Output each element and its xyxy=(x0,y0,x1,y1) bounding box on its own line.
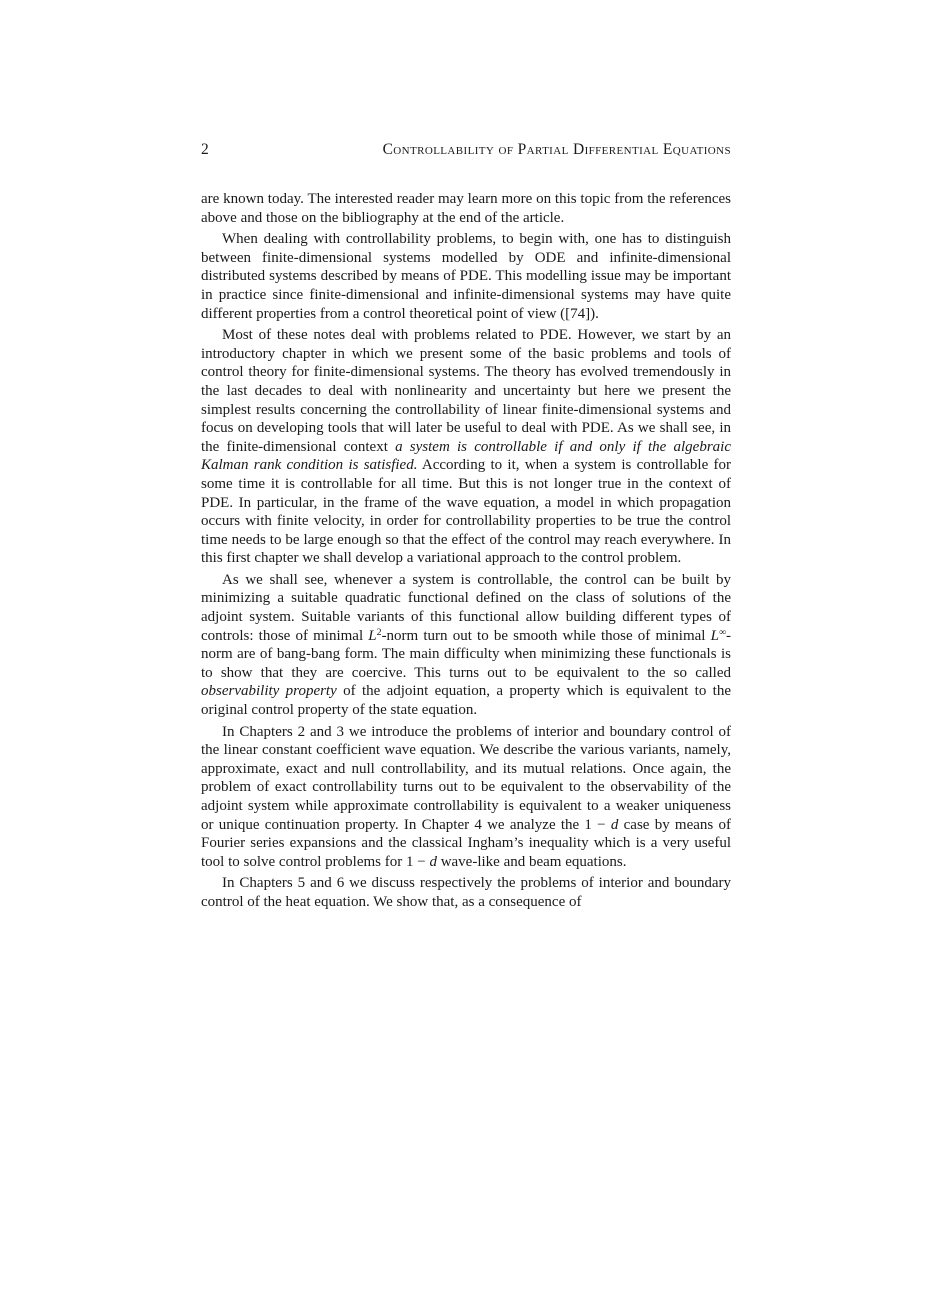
italic-text: d xyxy=(429,853,437,870)
text-run: According to it, when a system is controllable for some time it is controllable for all time. But this is not longer true in the context of PDE. In particular, in the frame of the wave equation, a model in which propagation occurs with finite velocity, in order for controllability properties to be true the control time needs to be large enough so that the effect of the control may reach everywhere. In this first chapter we shall develop a variational approach to the control problem. xyxy=(201,457,732,567)
paragraph xyxy=(201,723,731,872)
text-run: are known today. The interested reader may learn more on this topic from the references above and those on the bibliography at the end of the article. xyxy=(201,191,731,226)
paragraph xyxy=(201,230,731,323)
text-run: -norm are of bang-bang form. The main difficulty when minimizing these functionals is to show that they are coercive. This turns out to be equivalent to the so called xyxy=(201,627,731,681)
text-run: Most of these notes deal with problems related to PDE. However, we start by an introductory chapter in which we present some of the basic problems and tools of control theory for finite-dimensional systems. The theory has evolved tremendously in the last decades to deal with nonlinearity and uncertainty but here we present the simplest results concerning the controllability of linear finite-dimensional systems and focus on developing tools that will later be useful to deal with PDE. As we shall see, in the finite-dimensional context xyxy=(201,327,731,455)
running-header xyxy=(201,141,731,159)
paragraph xyxy=(201,326,731,568)
text-run: of the adjoint equation, a property which is equivalent to the original control property of the state equation. xyxy=(201,683,731,719)
italic-text: L xyxy=(368,627,377,644)
text-run: case by means of Fourier series expansions and the classical Ingham’s inequality which is a very useful tool to solve control problems for 1 − xyxy=(201,816,731,870)
superscript-text: ∞ xyxy=(718,627,726,639)
text-run: In Chapters 5 and 6 we discuss respectively the problems of interior and boundary control of the heat equation. We show that, as a consequence of xyxy=(201,875,731,910)
italic-text: a system is controllable if and only if the algebraic Kalman rank condition is satisfied. xyxy=(201,438,731,474)
superscript-text: 2 xyxy=(376,627,382,639)
italic-text: observability property xyxy=(201,683,337,700)
paragraph xyxy=(201,190,731,227)
text-run: In Chapters 2 and 3 we introduce the problems of interior and boundary control of the linear constant coefficient wave equation. We describe the various variants, namely, approximate, exact and null controllability, and its mutual relations. Once again, the problem of exact controllability turns out to be equivalent to the observability of the adjoint system while approximate controllability is equivalent to a weaker uniqueness or unique continuation property. In Chapter 4 we analyze the 1 − xyxy=(201,723,731,833)
text-run: wave-like and beam equations. xyxy=(436,853,627,870)
page-number: 2 xyxy=(201,141,209,158)
text-run: -norm turn out to be smooth while those of minimal xyxy=(381,627,711,644)
italic-text: d xyxy=(610,816,619,833)
paragraph xyxy=(201,571,731,720)
text-run: As we shall see, whenever a system is controllable, the control can be built by minimizing a suitable quadratic functional defined on the class of solutions of the adjoint system. Suitable variants of this functional allow building different types of controls: those of minimal xyxy=(201,571,731,644)
running-title: Controllability of Partial Differential Equations xyxy=(382,141,731,158)
body-text xyxy=(201,190,731,915)
paragraph xyxy=(201,874,731,911)
text-run: When dealing with controllability problems, to begin with, one has to distinguish between finite-dimensional systems modelled by ODE and infinite-dimensional distributed systems described by means of PDE. This modelling issue may be important in practice since finite-dimensional and infinite-dimensional systems may have quite different properties from a control theoretical point of view ([74]). xyxy=(201,231,731,322)
italic-text: L xyxy=(710,627,719,644)
